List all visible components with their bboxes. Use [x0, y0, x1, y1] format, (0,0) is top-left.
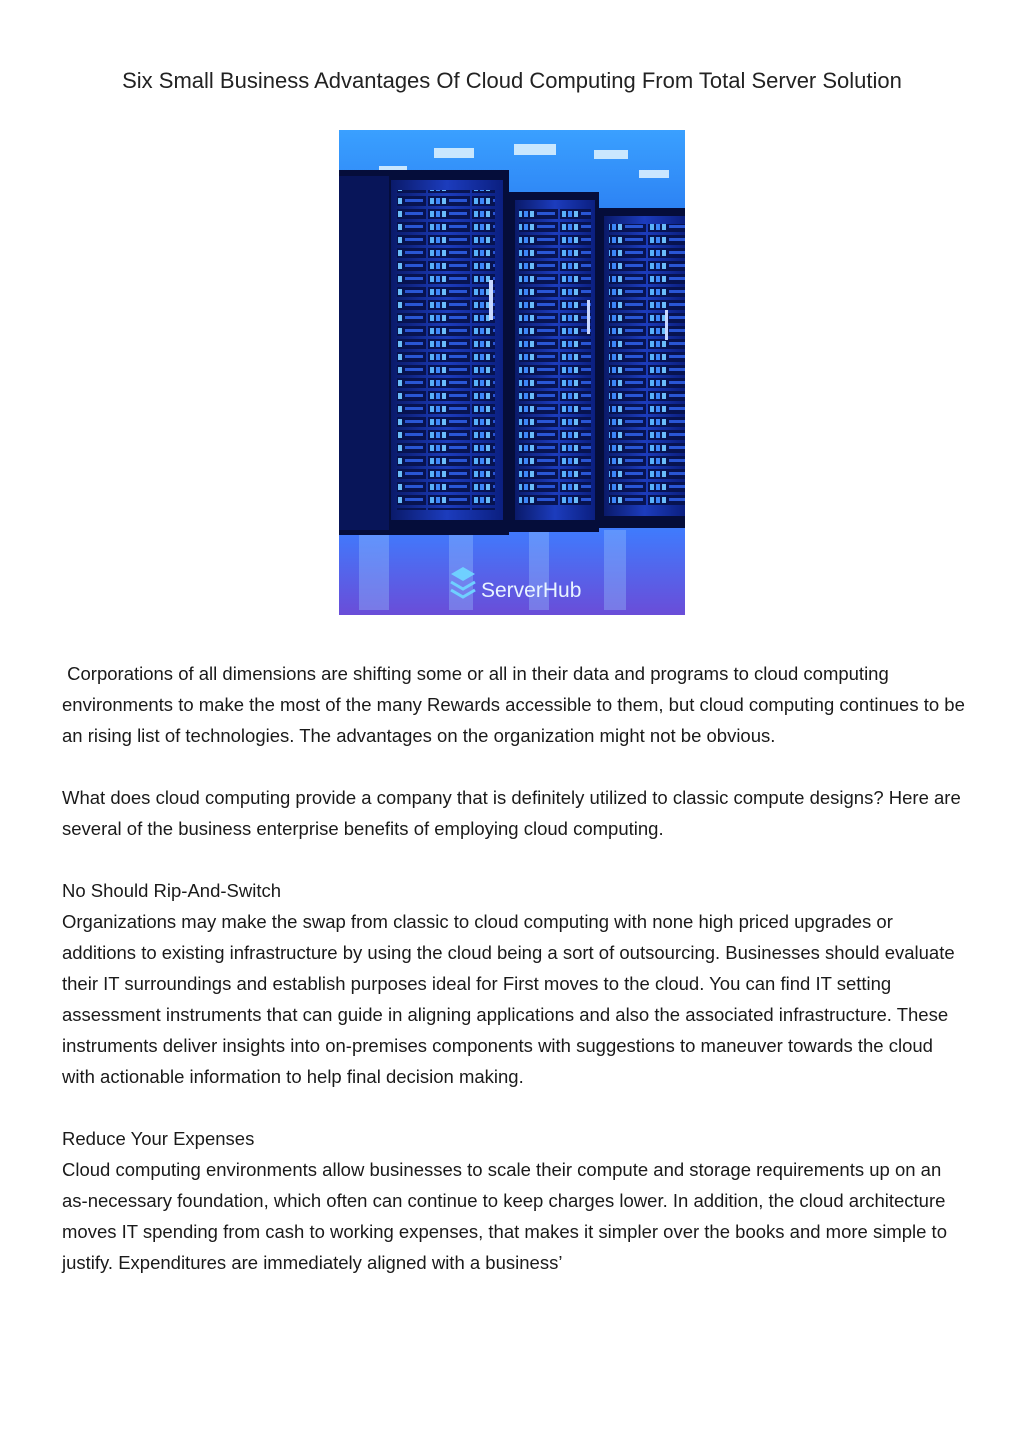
section-rip-and-switch: [62, 875, 967, 1092]
question-paragraph: What does cloud computing provide a company that is definitely utilized to classic compute designs? Here are several of the business enterprise benefits of employing cloud computing.: [62, 787, 961, 839]
intro-paragraph: Corporations of all dimensions are shifting some or all in their data and programs to cloud computing environments to make the most of the many Rewards accessible to them, but cloud computing continues to be an rising list of technologies. The advantages on the organization might not be obvious.: [62, 663, 971, 746]
section-heading: Reduce Your Expenses: [62, 1128, 255, 1149]
document-title: Six Small Business Advantages Of Cloud Computing From Total Server Solution: [122, 68, 902, 93]
article-body: [62, 658, 971, 1309]
section-text: Cloud computing environments allow businesses to scale their compute and storage requirements up on an as-necessary foundation, which often can continue to keep charges lower. In addition, the cloud architecture moves IT spending from cash to working expenses, that makes it simpler over the books and more simple to justify. Expenditures are immediately aligned with a business’: [62, 1159, 947, 1273]
section-text: Organizations may make the swap from classic to cloud computing with none high priced upgrades or additions to existing infrastructure by using the cloud being a sort of outsourcing. Businesses should evaluate their IT surroundings and establish purposes ideal for First moves to the cloud. You can find IT setting assessment instruments that can guide in aligning applications and also the associated infrastructure. These instruments deliver insights into on-premises components with suggestions to maneuver towards the cloud with actionable information to help final decision making.: [62, 911, 955, 1087]
serverhub-logo-text: ServerHub: [481, 579, 582, 602]
section-heading: No Should Rip-And-Switch: [62, 880, 282, 901]
server-rack-image: [339, 130, 685, 615]
section-reduce-expenses: [62, 1123, 967, 1278]
